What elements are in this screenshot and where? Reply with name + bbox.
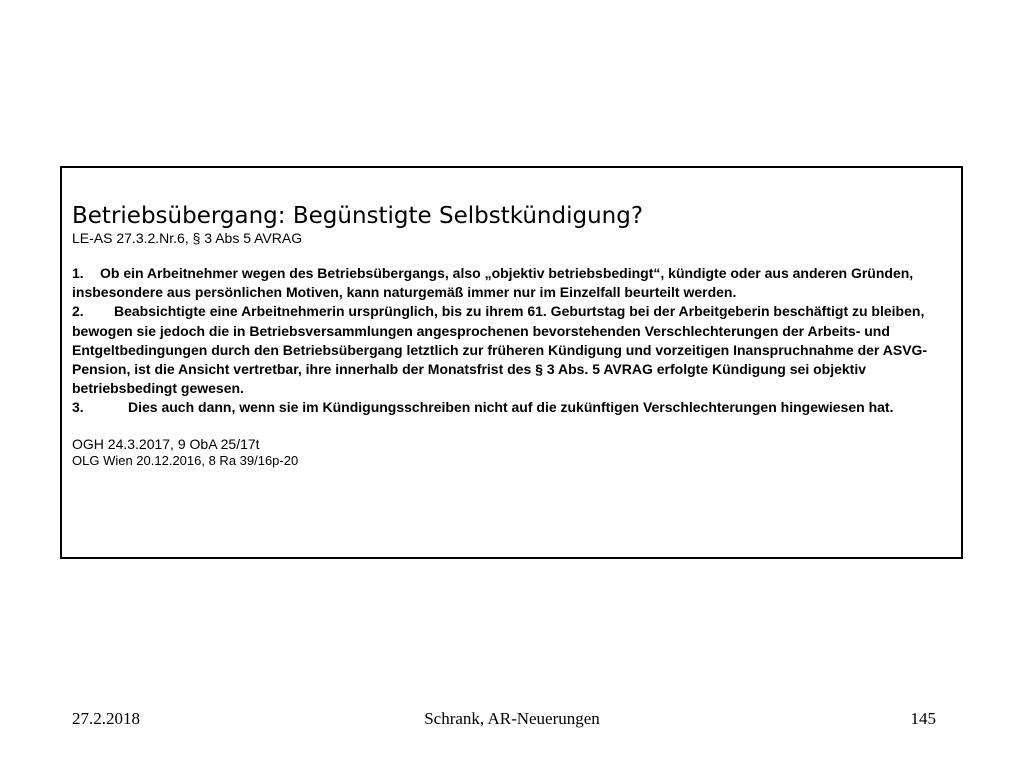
spacer bbox=[72, 418, 951, 435]
paragraph-3-number: 3. bbox=[72, 399, 84, 416]
paragraph-3-text: Dies auch dann, wenn sie im Kündigungsschreiben nicht auf die zukünftigen Verschlechterungen hingewiesen hat. bbox=[128, 399, 894, 416]
paragraph-2 bbox=[72, 302, 951, 398]
citation-ogh: OGH 24.3.2017, 9 ObA 25/17t bbox=[72, 435, 260, 452]
paragraph-1-number: 1. bbox=[72, 265, 84, 281]
paragraph-2-number: 2. bbox=[72, 303, 84, 320]
content-box bbox=[60, 166, 963, 559]
paragraph-3 bbox=[72, 398, 951, 417]
paragraph-1-text: Ob ein Arbeitnehmer wegen des Betriebsübergangs, also „objektiv betriebsbedingt“, kündigte oder aus anderen Gründen, insbesondere aus persönlichen Motiven, kann naturgemäß immer nur im Einzelfall beurteilt werden. bbox=[72, 265, 914, 301]
spacer bbox=[72, 247, 951, 264]
page-number: 145 bbox=[910, 709, 936, 728]
citation-olg: OLG Wien 20.12.2016, 8 Ra 39/16p-20 bbox=[72, 452, 299, 468]
slide-subtitle: LE-AS 27.3.2.Nr.6, § 3 Abs 5 AVRAG bbox=[72, 230, 303, 246]
paragraph-1 bbox=[72, 264, 951, 302]
footer-date: 27.2.2018 bbox=[72, 709, 140, 728]
slide-title: Betriebsübergang: Begünstigte Selbstkündigung? bbox=[72, 203, 644, 229]
footer-title: Schrank, AR-Neuerungen bbox=[424, 709, 600, 728]
paragraph-2-text: Beabsichtigte eine Arbeitnehmerin ursprünglich, bis zu ihrem 61. Geburtstag bei der Arbeitgeberin beschäftigt zu bleiben, bewogen sie jedoch die in Betriebsversammlungen angesprochenen bevorstehenden Verschlechterungen der Arbeits- und Entgeltbedingungen durch den Betriebsübergang letztlich zur früheren Kündigung und vorzeitigen Inanspruchnahme der ASVG-Pension, ist die Ansicht vertretbar, ihre innerhalb der Monatsfrist des § 3 Abs. 5 AVRAG erfolgte Kündigung sei objektiv betriebsbedingt gewesen. bbox=[72, 303, 928, 397]
